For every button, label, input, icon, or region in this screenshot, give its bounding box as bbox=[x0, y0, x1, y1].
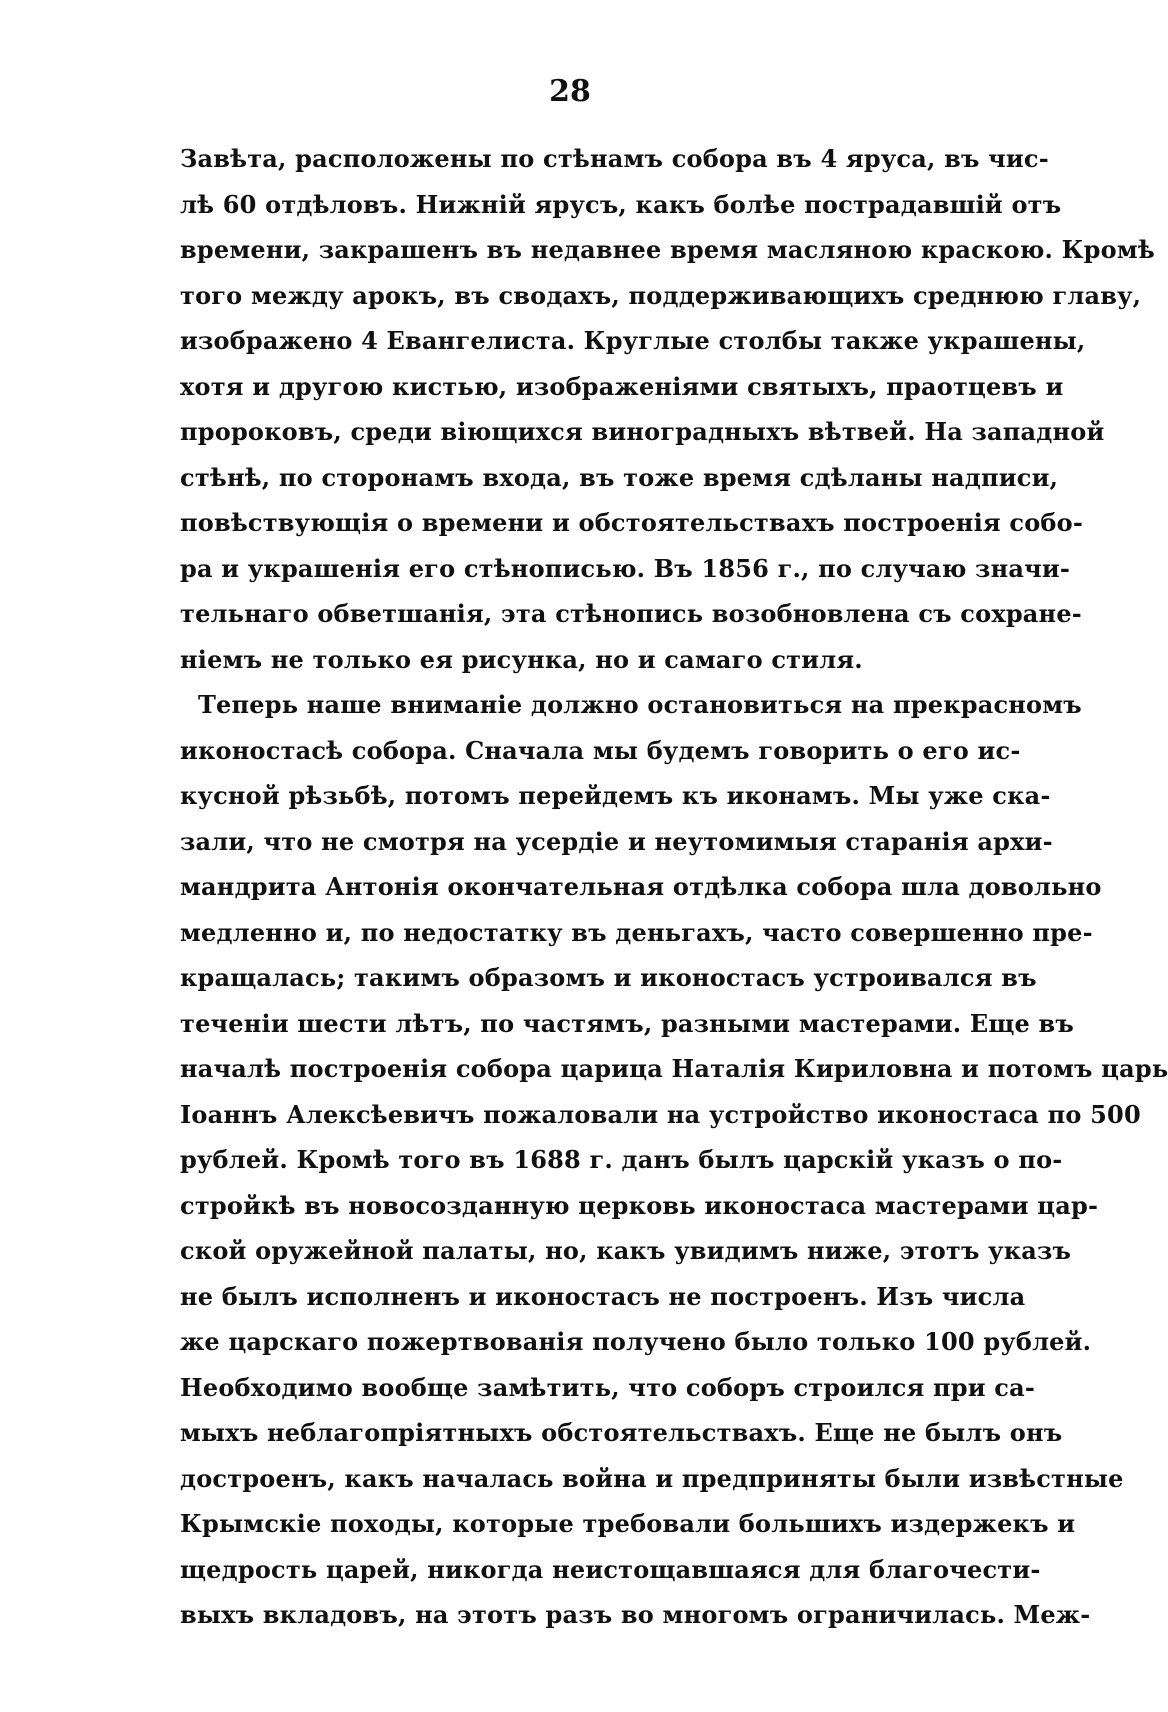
text-line: пророковъ, среди віющихся виноградныхъ вѣтвей. На западной bbox=[180, 417, 1105, 446]
text-line: кращалась; такимъ образомъ и иконостасъ устроивался въ bbox=[180, 963, 1037, 992]
text-line: Теперь наше вниманіе должно остановиться на прекрасномъ bbox=[198, 690, 1082, 719]
page-number: 28 bbox=[549, 74, 591, 109]
text-line: щедрость царей, никогда неистощавшаяся для благочести- bbox=[180, 1554, 1041, 1584]
text-line: Іоаннъ Алексѣевичъ пожаловали на устройство иконостаса по 500 bbox=[180, 1099, 1141, 1129]
text-line: выхъ вкладовъ, на этотъ разъ во многомъ ограничилась. Меж- bbox=[180, 1600, 1091, 1629]
text-line: иконостасѣ собора. Сначала мы будемъ говорить о его ис- bbox=[180, 735, 1021, 765]
text-line: медленно и, по недостатку въ деньгахъ, часто совершенно пре- bbox=[180, 917, 1093, 947]
text-line: ской оружейной палаты, но, какъ увидимъ ниже, этотъ указъ bbox=[180, 1236, 1072, 1265]
text-line: тельнаго обветшанія, эта стѣнопись возобновлена съ сохране- bbox=[180, 599, 1082, 628]
text-line: достроенъ, какъ началась война и предприняты были извѣстные bbox=[180, 1463, 1124, 1493]
text-line: Крымскіе походы, которые требовали большихъ издержекъ и bbox=[180, 1509, 1076, 1538]
paragraph-1 bbox=[180, 136, 1155, 682]
paragraph-2 bbox=[180, 682, 1168, 1638]
text-line: мандрита Антонія окончательная отдѣлка собора шла довольно bbox=[180, 872, 1102, 901]
text-line: рублей. Кромѣ того въ 1688 г. данъ былъ царскій указъ о по- bbox=[180, 1145, 1063, 1174]
text-line: Завѣта, расположены по стѣнамъ собора въ 4 яруса, въ чис- bbox=[180, 144, 1049, 173]
text-line: повѣствующія о времени и обстоятельствахъ построенія собо- bbox=[180, 508, 1083, 537]
text-line: ніемъ не только ея рисунка, но и самаго стиля. bbox=[180, 644, 863, 674]
text-line: времени, закрашенъ въ недавнее время масляною краскою. Кромѣ bbox=[180, 235, 1155, 264]
text-line: того между арокъ, въ сводахъ, поддерживающихъ среднюю главу, bbox=[180, 280, 1142, 310]
text-line: теченіи шести лѣтъ, по частямъ, разными мастерами. Еще въ bbox=[180, 1008, 1075, 1038]
text-line: не былъ исполненъ и иконостасъ не построенъ. Изъ числа bbox=[180, 1281, 1026, 1311]
text-line: же царскаго пожертвованія получено было только 100 рублей. bbox=[180, 1327, 1092, 1356]
text-line: кусной рѣзьбѣ, потомъ перейдемъ къ иконамъ. Мы уже ска- bbox=[180, 781, 1051, 810]
text-line: хотя и другою кистью, изображеніями святыхъ, праотцевъ и bbox=[180, 371, 1064, 401]
text-line: стройкѣ въ новосозданную церковь иконостаса мастерами цар- bbox=[180, 1190, 1099, 1220]
text-line: стѣнѣ, по сторонамъ входа, въ тоже время сдѣланы надписи, bbox=[180, 462, 1059, 492]
text-line: мыхъ неблагопріятныхъ обстоятельствахъ. Еще не былъ онъ bbox=[180, 1418, 1063, 1447]
page-body-text bbox=[180, 136, 1168, 1638]
text-line: лѣ 60 отдѣловъ. Нижній ярусъ, какъ болѣе пострадавшій отъ bbox=[180, 189, 1062, 219]
text-line: Необходимо вообще замѣтить, что соборъ строился при са- bbox=[180, 1372, 1036, 1402]
text-line: изображено 4 Евангелиста. Круглые столбы также украшены, bbox=[180, 326, 1086, 355]
text-line: зали, что не смотря на усердіе и неутомимыя старанія архи- bbox=[180, 826, 1053, 856]
text-line: началѣ построенія собора царица Наталія Кириловна и потомъ царь bbox=[180, 1054, 1168, 1083]
text-line: ра и украшенія его стѣнописью. Въ 1856 г., по случаю значи- bbox=[180, 553, 1071, 583]
